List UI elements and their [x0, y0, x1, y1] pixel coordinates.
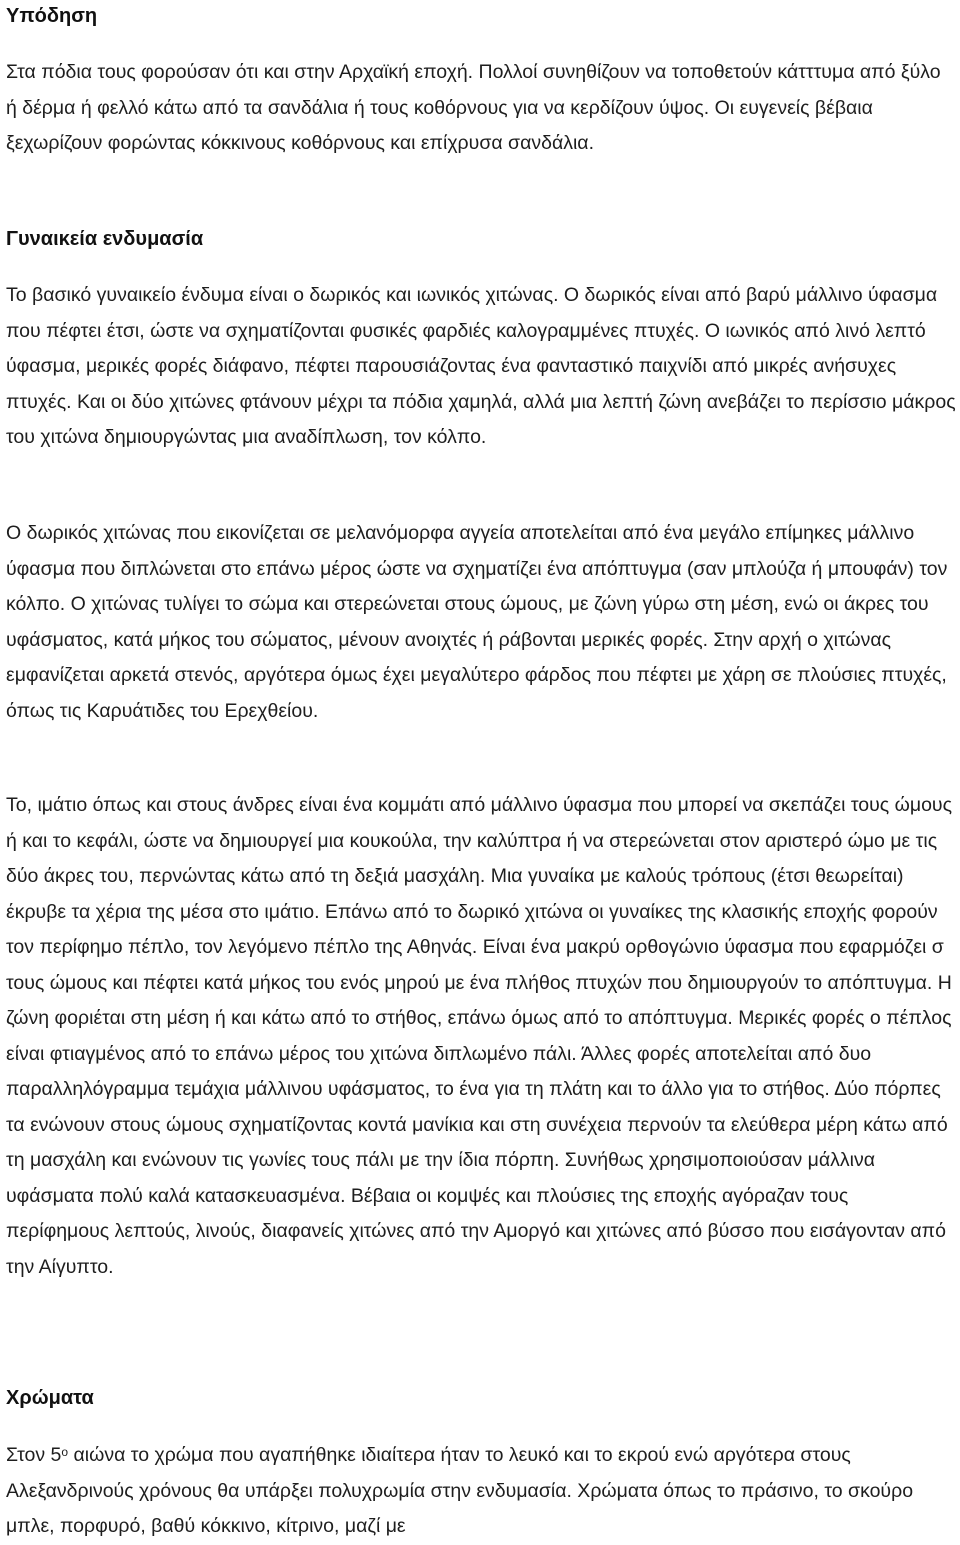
section-heading-colors: Χρώματα — [6, 1387, 94, 1409]
paragraph-doric-chiton: Ο δωρικός χιτώνας που εικονίζεται σε μελανόμορφα αγγεία αποτελείται από ένα μεγάλο επίμηκες μάλλινο ύφασμα που διπλώνεται στο επάνω μέρος ώστε να σχηματίζει ένα απόπτυγμα (σαν μπλούζα ή μπουφάν) τον κόλπο. Ο χιτώνας τυλίγει το σώμα και στερεώνεται στους ώμους, με ζώνη γύρω στη μέση, ενώ οι άκρες του υφάσματος, κατά μήκος του σώματος, μένουν ανοιχτές ή ράβονται μερικές φορές. Στην αρχή ο χιτώνας εμφανίζεται αρκετά στενός, αργότερα όμως έχει μεγαλύτερο φάρδος που πέφτει με χάρη σε πλούσιες πτυχές, όπως τις Καρυάτιδες του Ερεχθείου. — [6, 522, 948, 722]
section-heading-womens-clothing: Γυναικεία ενδυμασία — [6, 228, 204, 250]
ordinal-superscript: ο — [61, 1445, 69, 1459]
section-heading-footwear: Υπόδηση — [6, 5, 98, 27]
paragraph-footwear: Στα πόδια τους φορούσαν ότι και στην Αρχαϊκή εποχή. Πολλοί συνηθίζουν να τοποθετούν κάτττυμα από ξύλο ή δέρμα ή φελλό κάτω από τα σανδάλια ή τους κοθόρνους για να κερδίζουν ύψος. Οι ευγενείς βέβαια ξεχωρίζουν φορώντας κόκκινους κοθόρνους και επίχρυσα σανδάλια. — [6, 61, 941, 154]
paragraph-himation-peplos: Το, ιμάτιο όπως και στους άνδρες είναι ένα κομμάτι από μάλλινο ύφασμα που μπορεί να σκεπάζει τους ώμους ή και το κεφάλι, ώστε να δημιουργεί μια κουκούλα, την καλύπτρα ή να στερεώνεται στον αριστερό ώμο με τις δύο άκρες του, περνώντας κάτω από τη δεξιά μασχάλη. Μια γυναίκα με καλούς τρόπους (έτσι θεωρείται) έκρυβε τα χέρια της μέσα στο ιμάτιο. Επάνω από το δωρικό χιτώνα οι γυναίκες της κλασικής εποχής φορούν τον περίφημο πέπλο, τον λεγόμενο πέπλο της Αθηνάς. Είναι ένα μακρύ ορθογώνιο ύφασμα που εφαρμόζει σ τους ώμους και πέφτει κατά μήκος του ενός μηρού με ένα πλήθος πτυχών που δημιουργούν το απόπτυγμα. Η ζώνη φοριέται στη μέση ή και κάτω από το στήθος, επάνω όμως από το απόπτυγμα. Μερικές φορές ο πέπλος είναι φτιαγμένος από το επάνω μέρος του χιτώνα διπλωμένο πάλι. Άλλες φορές αποτελείται από δυο παραλληλόγραμμα τεμάχια μάλλινου υφάσματος, το ένα για τη πλάτη και το άλλο για το στήθος. Δύο πόρπες τα ενώνουν στους ώμους σχηματίζοντας κοντά μανίκια και στη συνέχεια περνούν τα ελεύθερα μέρη κάτω από τη μασχάλη και ενώνουν τις γωνίες τους πάλι με την ίδια πόρπη. Συνήθως χρησιμοποιούσαν μάλλινα υφάσματα πολύ καλά κατασκευασμένα. Βέβαια οι κομψές και πλούσιες της εποχής αγόραζαν τους περίφημους λεπτούς, λινούς, διαφανείς χιτώνες από την Αμοργό και χιτώνες από βύσσο που εισάγονταν από την Αίγυπτο. — [6, 794, 952, 1278]
paragraph-colors-rest: αιώνα το χρώμα που αγαπήθηκε ιδιαίτερα ήταν το λευκό και το εκρού ενώ αργότερα στους Αλεξανδρινούς χρόνους θα υπάρξει πολυχρωμία στην ενδυμασία. Χρώματα όπως το πράσινο, το σκούρο μπλε, πορφυρό, βαθύ κόκκινο, κίτρινο, μαζί με — [6, 1444, 914, 1537]
paragraph-colors-start: Στον 5 — [6, 1444, 62, 1466]
paragraph-chiton-intro: Το βασικό γυναικείο ένδυμα είναι ο δωρικός και ιωνικός χιτώνας. Ο δωρικός είναι από βαρύ μάλλινο ύφασμα που πέφτει έτσι, ώστε να σχηματίζονται φυσικές φαρδιές καλογραμμένες πτυχές. Ο ιωνικός από λινό λεπτό ύφασμα, μερικές φορές διάφανο, πέφτει παρουσιάζοντας ένα φανταστικό παιχνίδι από μικρές ανήσυχες πτυχές. Και οι δύο χιτώνες φτάνουν μέχρι τα πόδια χαμηλά, αλλά μια λεπτή ζώνη ανεβάζει το περίσσιο μάκρος του χιτώνα δημιουργώντας μια αναδίπλωση, τον κόλπο. — [6, 284, 956, 448]
paragraph-colors — [6, 1438, 956, 1545]
